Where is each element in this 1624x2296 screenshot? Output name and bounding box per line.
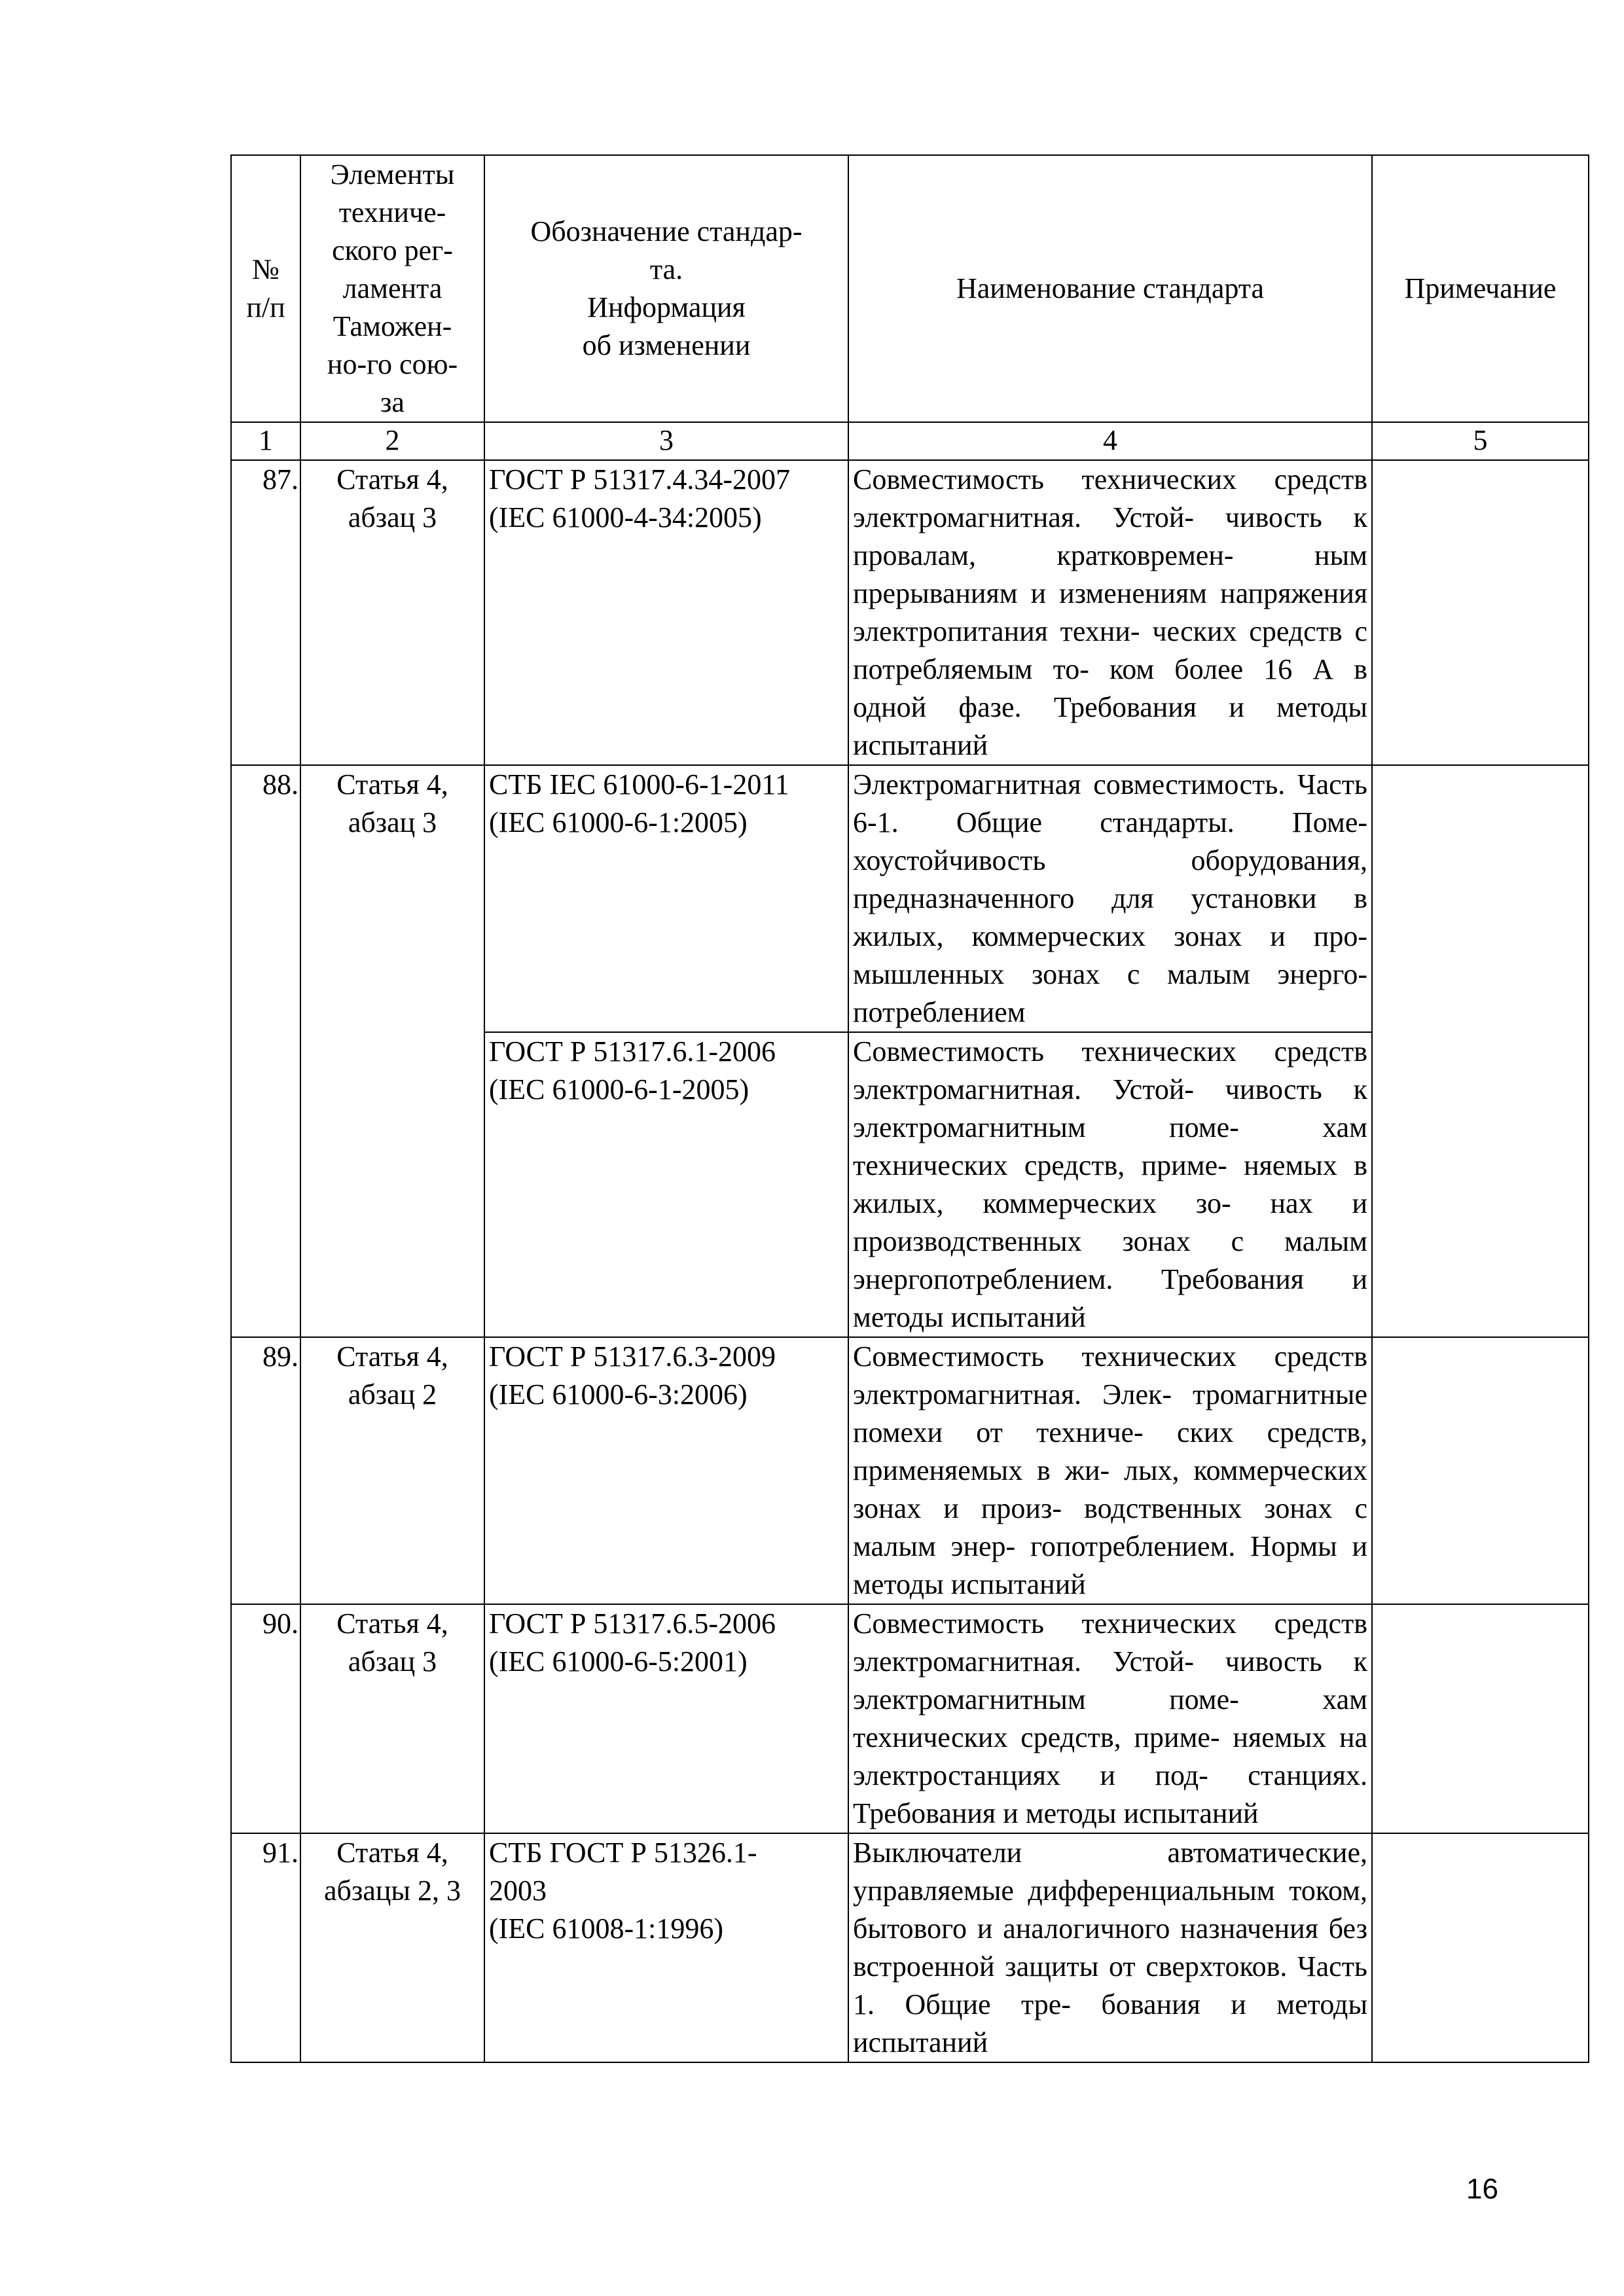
row-number: 87. <box>231 460 300 765</box>
column-number: 5 <box>1372 422 1589 460</box>
row-number: 90. <box>231 1604 300 1833</box>
header-note: Примечание <box>1372 155 1589 422</box>
row-standard-name: Совместимость технических средств электромагнитная. Элек- тромагнитные помехи от техниче- ских средств, применяемых в жи- лых, коммерческих зонах и произ- водственных зонах с малым энер- гопотреблением. Нормы и методы испытаний <box>848 1337 1372 1604</box>
row-designation: ГОСТ Р 51317.6.3-2009 (IEC 61000-6-3:2006) <box>484 1337 848 1604</box>
row-designation: СТБ IEC 61000-6-1-2011 (IEC 61000-6-1:2005) <box>484 765 848 1032</box>
table-row <box>231 460 1589 765</box>
table-row <box>231 1604 1589 1833</box>
row-designation: ГОСТ Р 51317.4.34-2007 (IEC 61000-4-34:2005) <box>484 460 848 765</box>
row-designation: ГОСТ Р 51317.6.1-2006 (IEC 61000-6-1-2005) <box>484 1032 848 1337</box>
row-number: 89. <box>231 1337 300 1604</box>
row-note <box>1372 765 1589 1337</box>
header-name: Наименование стандарта <box>848 155 1372 422</box>
row-element: Статья 4, абзац 3 <box>300 1604 484 1833</box>
standards-table <box>230 154 1589 2063</box>
row-note <box>1372 1833 1589 2062</box>
row-note <box>1372 460 1589 765</box>
row-note <box>1372 1604 1589 1833</box>
table-row <box>231 1337 1589 1604</box>
column-number: 3 <box>484 422 848 460</box>
row-standard-name: Совместимость технических средств электромагнитная. Устой- чивость к провалам, кратковремен- ным прерываниям и изменениям напряжения электропитания техни- ческих средств с потребляемым то- ком более 16 А в одной фазе. Требования и методы испытаний <box>848 460 1372 765</box>
row-standard-name: Совместимость технических средств электромагнитная. Устой- чивость к электромагнитным поме- хам технических средств, приме- няемых в жилых, коммерческих зо- нах и производственных зонах с малым энергопотреблением. Требования и методы испытаний <box>848 1032 1372 1337</box>
row-number: 88. <box>231 765 300 1337</box>
column-number-row <box>231 422 1589 460</box>
column-number: 1 <box>231 422 300 460</box>
column-number: 2 <box>300 422 484 460</box>
row-number: 91. <box>231 1833 300 2062</box>
row-standard-name: Электромагнитная совместимость. Часть 6-1. Общие стандарты. Поме- хоустойчивость оборудования, предназначенного для установки в жилых, коммерческих зонах и про- мышленных зонах с малым энерго- потреблением <box>848 765 1372 1032</box>
table-row <box>231 1833 1589 2062</box>
row-element: Статья 4, абзац 3 <box>300 765 484 1337</box>
row-element: Статья 4, абзацы 2, 3 <box>300 1833 484 2062</box>
row-standard-name: Совместимость технических средств электромагнитная. Устой- чивость к электромагнитным поме- хам технических средств, приме- няемых на электростанциях и под- станциях. Требования и методы испытаний <box>848 1604 1372 1833</box>
header-row <box>231 155 1589 422</box>
column-number: 4 <box>848 422 1372 460</box>
row-element: Статья 4, абзац 3 <box>300 460 484 765</box>
table-row <box>231 765 1589 1032</box>
row-designation: СТБ ГОСТ Р 51326.1- 2003 (IEC 61008-1:1996) <box>484 1833 848 2062</box>
header-number: № п/п <box>231 155 300 422</box>
row-element: Статья 4, абзац 2 <box>300 1337 484 1604</box>
header-designation: Обозначение стандар- та. Информация об изменении <box>484 155 848 422</box>
page-number: 16 <box>1466 2173 1498 2205</box>
row-standard-name: Выключатели автоматические, управляемые дифференциальным током, бытового и аналогичного назначения без встроенной защиты от сверхтоков. Часть 1. Общие тре- бования и методы испытаний <box>848 1833 1372 2062</box>
header-element: Элементы техниче- ского рег- ламента Таможен- но-го сою- за <box>300 155 484 422</box>
row-note <box>1372 1337 1589 1604</box>
row-designation: ГОСТ Р 51317.6.5-2006 (IEC 61000-6-5:2001) <box>484 1604 848 1833</box>
